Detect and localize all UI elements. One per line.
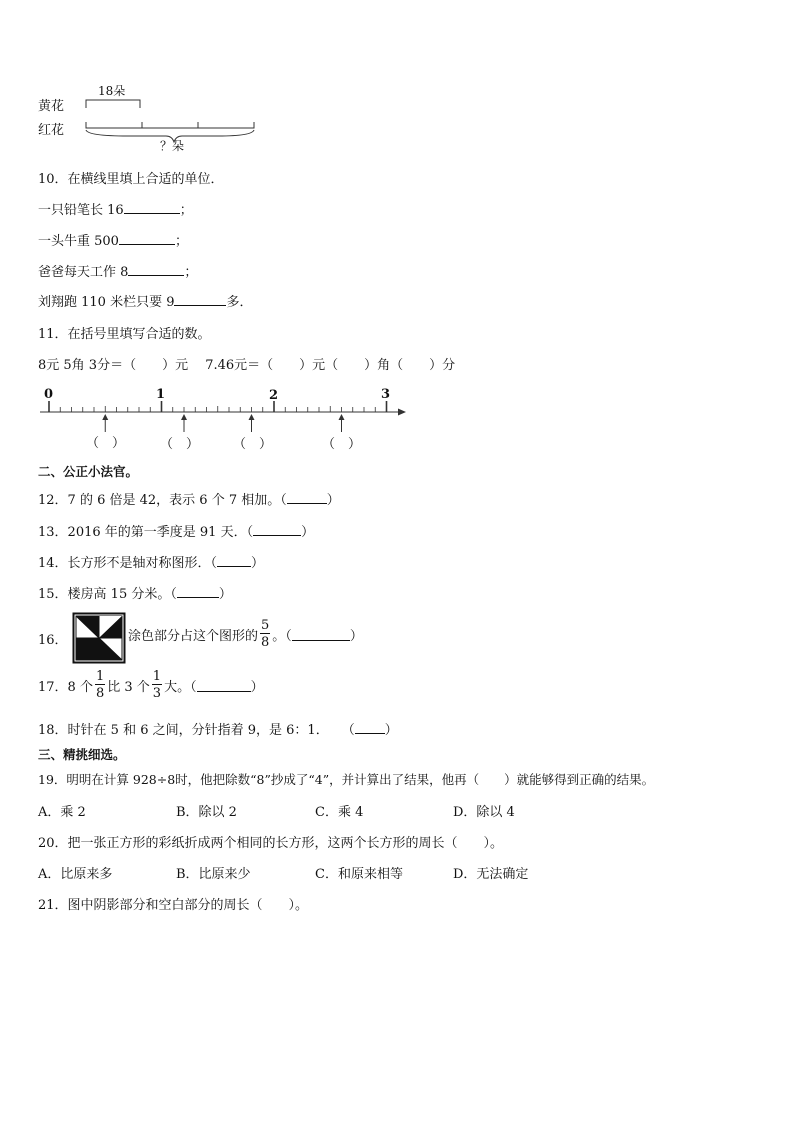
answer-blank[interactable] [197, 678, 251, 692]
nl-bracket-2[interactable]: （ ） [160, 437, 200, 452]
pointer-head-1 [102, 414, 108, 420]
answer-blank[interactable] [124, 200, 180, 214]
q19: 19．明明在计算 928÷8时，他把除数“8”抄成了“4”，并计算出了结果，他再（ ）就能够得到正确的结果。 [38, 772, 655, 787]
answer-blank[interactable] [253, 522, 301, 536]
q19-option-d[interactable]: D．除以 4 [453, 805, 515, 820]
q20: 20．把一张正方形的彩纸折成两个相同的长方形，这两个长方形的周长（ ）。 [38, 836, 504, 851]
q10-item-2: 一头牛重 500 ； [38, 230, 188, 249]
q17: 17．8 个 $\frac{1}{8}$ 比 3 个 $\frac{1}{3}$ 大。（ ） [38, 669, 264, 701]
red-question: ？朵 [160, 139, 185, 153]
red-label: 红花 [38, 123, 65, 138]
q10-stem: 10．在横线里填上合适的单位． [38, 172, 224, 187]
shaded-square-figure [72, 612, 126, 664]
pointer-head-3 [249, 414, 255, 420]
answer-blank[interactable] [128, 262, 184, 276]
pointer-head-4 [339, 414, 345, 420]
fraction-1-3: $\frac{1}{3}$ [152, 669, 162, 701]
q20-option-c[interactable]: C．和原来相等 [315, 867, 403, 882]
q10-item-1: 一只铅笔长 16 ； [38, 199, 193, 218]
q11-line1: 8元 5角 3分＝（ ）元 7.46元＝（ ）元（ ）角（ ）分 [38, 358, 456, 373]
red-bar [86, 122, 254, 128]
q15: 15．楼房高 15 分米。（ ） [38, 583, 232, 602]
q16-number: 16． [38, 633, 68, 648]
q14: 14．长方形不是轴对称图形．（ ） [38, 552, 264, 571]
pointer-head-2 [181, 414, 187, 420]
q18: 18．时针在 5 和 6 之间，分针指着 9，是 6：1． （ ） [38, 719, 398, 738]
fraction-1-8: $\frac{1}{8}$ [95, 669, 105, 701]
q20-option-a[interactable]: A．比原来多 [38, 867, 113, 882]
yellow-label: 黄花 [38, 99, 65, 114]
axis-arrowhead [398, 409, 406, 416]
q10-item-4: 刘翔跑 110 米栏只要 9 多． [38, 291, 253, 310]
q19-option-b[interactable]: B．除以 2 [176, 805, 237, 820]
q19-option-c[interactable]: C．乘 4 [315, 805, 364, 820]
q11-stem: 11．在括号里填写合适的数。 [38, 327, 211, 342]
section2-title: 二、公正小法官。 [38, 464, 139, 479]
q21: 21．图中阴影部分和空白部分的周长（ ）。 [38, 898, 309, 913]
q19-option-a[interactable]: A．乘 2 [38, 805, 86, 820]
section3-title: 三、精挑细选。 [38, 747, 126, 762]
answer-blank[interactable] [119, 231, 175, 245]
answer-blank[interactable] [217, 553, 251, 567]
q20-option-d[interactable]: D．无法确定 [453, 867, 529, 882]
nl-bracket-1[interactable]: （ ） [86, 436, 126, 451]
nl-label-2: 2 [269, 388, 279, 403]
yellow-bar [86, 100, 140, 108]
bar-diagram [38, 80, 268, 155]
q12: 12．7 的 6 倍是 42，表示 6 个 7 相加。（ ） [38, 489, 340, 508]
yellow-count: 18朵 [98, 84, 126, 98]
answer-blank[interactable] [355, 720, 385, 734]
answer-blank[interactable] [174, 292, 226, 306]
nl-bracket-3[interactable]: （ ） [233, 437, 273, 452]
nl-label-1: 1 [156, 387, 166, 402]
q10-item-3: 爸爸每天工作 8 ； [38, 261, 197, 280]
answer-blank[interactable] [177, 584, 219, 598]
answer-blank[interactable] [292, 627, 350, 641]
fraction-5-8: $\frac{5}{8}$ [261, 618, 270, 650]
answer-blank[interactable] [287, 490, 327, 504]
nl-label-0: 0 [44, 387, 54, 402]
q16: 涂色部分占这个图形的 $\frac{5}{8}$ 。（ ） [128, 618, 363, 650]
q13: 13．2016 年的第一季度是 91 天．（ ） [38, 521, 314, 540]
nl-bracket-4[interactable]: （ ） [322, 437, 362, 452]
q20-option-b[interactable]: B．比原来少 [176, 867, 251, 882]
nl-label-3: 3 [381, 387, 391, 402]
